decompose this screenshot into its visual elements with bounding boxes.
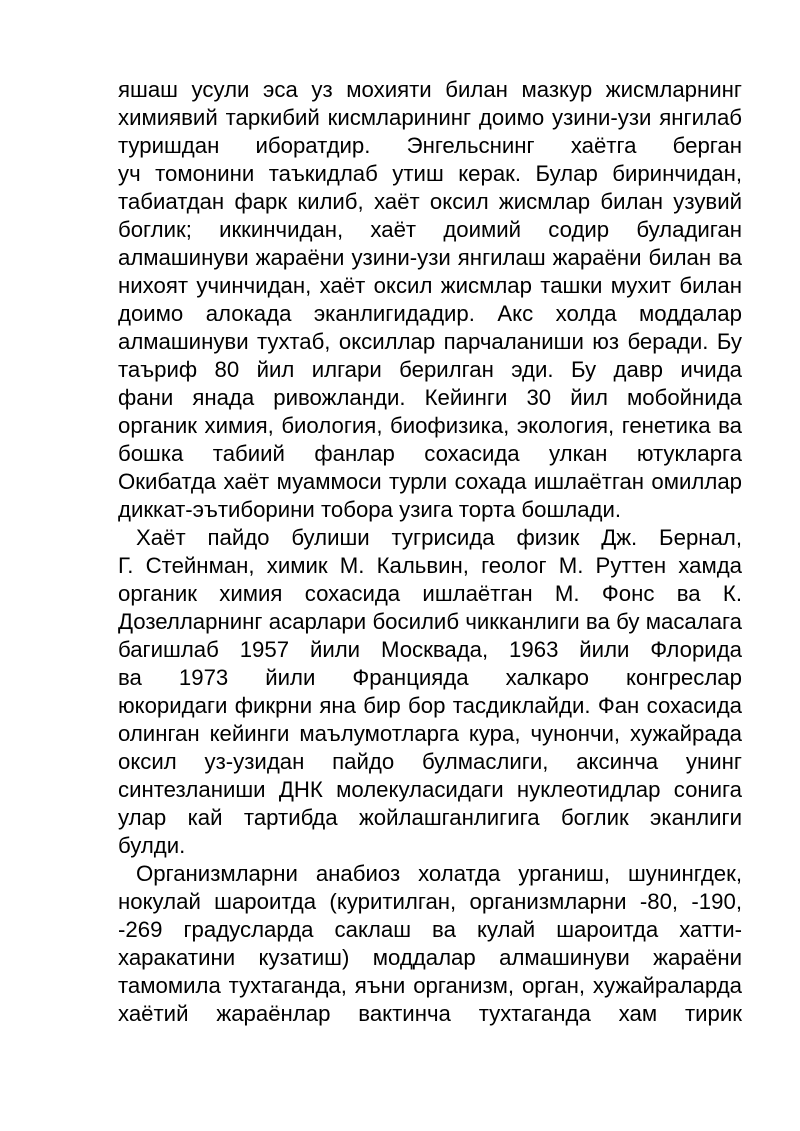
text-line: туришдан иборатдир. Энгельснинг хаётга берган: [118, 133, 742, 158]
text-line: органик химия, биология, биофизика, экология, генетика ва: [118, 413, 742, 438]
text-line: доимо алокада эканлигидадир. Акс холда моддалар: [118, 301, 742, 326]
text-line: юкоридаги фикрни яна бир бор тасдиклайди. Фан сохасида: [118, 693, 742, 718]
text-line: Окибатда хаёт муаммоси турли сохада ишлаётган омиллар: [118, 469, 742, 494]
text-line: булди.: [118, 833, 186, 858]
text-line: тамомила тухтаганда, яъни организм, орган, хужайраларда: [118, 973, 742, 998]
text-line: табиатдан фарк килиб, хаёт оксил жисмлар билан узувий: [118, 189, 742, 214]
text-line: бошка табиий фанлар сохасида улкан ютукларга: [118, 441, 742, 466]
text-line: уч томонини таъкидлаб утиш керак. Булар биринчидан,: [118, 161, 742, 186]
text-line: -269 градусларда саклаш ва кулай шароитда хатти-: [118, 917, 742, 942]
text-line: харакатини кузатиш) моддалар алмашинуви жараёни: [118, 945, 742, 970]
text-line: хаётий жараёнлар вактинча тухтаганда хам тирик: [118, 1001, 742, 1026]
text-line: диккат-эътиборини тобора узига торта бошлади.: [118, 497, 622, 522]
paragraph-3: [118, 860, 742, 1028]
text-line: нихоят учинчидан, хаёт оксил жисмлар ташки мухит билан: [118, 273, 742, 298]
text-line: Г. Стейнман, химик М. Кальвин, геолог М. Руттен хамда: [118, 553, 742, 578]
text-line: Дозелларнинг асарлари босилиб чикканлиги ва бу масалага: [118, 609, 742, 634]
text-line: Хаёт пайдо булиши тугрисида физик Дж. Бернал,: [136, 525, 742, 550]
document-page: [118, 76, 742, 1028]
text-line: яшаш усули эса уз мохияти билан мазкур жисмларнинг: [118, 77, 742, 102]
text-line: багишлаб 1957 йили Москвада, 1963 йили Флорида: [118, 637, 742, 662]
text-line: алмашинуви тухтаб, оксиллар парчаланиши юз беради. Бу: [118, 329, 742, 354]
text-line: синтезланиши ДНК молекуласидаги нуклеотидлар сонига: [118, 777, 742, 802]
text-line: химиявий таркибий кисмларининг доимо узини-узи янгилаб: [118, 105, 742, 130]
text-line: нокулай шароитда (куритилган, организмларни -80, -190,: [118, 889, 742, 914]
text-line: олинган кейинги маълумотларга кура, чунончи, хужайрада: [118, 721, 742, 746]
text-line: Организмларни анабиоз холатда урганиш, шунингдек,: [136, 861, 742, 886]
paragraph-1: [118, 76, 742, 524]
paragraph-2: [118, 524, 742, 860]
text-line: органик химия сохасида ишлаётган М. Фонс ва К.: [118, 581, 742, 606]
text-line: фани янада ривожланди. Кейинги 30 йил мобойнида: [118, 385, 742, 410]
text-line: боглик; иккинчидан, хаёт доимий содир буладиган: [118, 217, 742, 242]
text-line: улар кай тартибда жойлашганлигига боглик эканлиги: [118, 805, 742, 830]
text-line: ва 1973 йили Францияда халкаро конгреслар: [118, 665, 742, 690]
text-line: оксил уз-узидан пайдо булмаслиги, аксинча унинг: [118, 749, 742, 774]
text-line: алмашинуви жараёни узини-узи янгилаш жараёни билан ва: [118, 245, 742, 270]
text-line: таъриф 80 йил илгари берилган эди. Бу давр ичида: [118, 357, 742, 382]
